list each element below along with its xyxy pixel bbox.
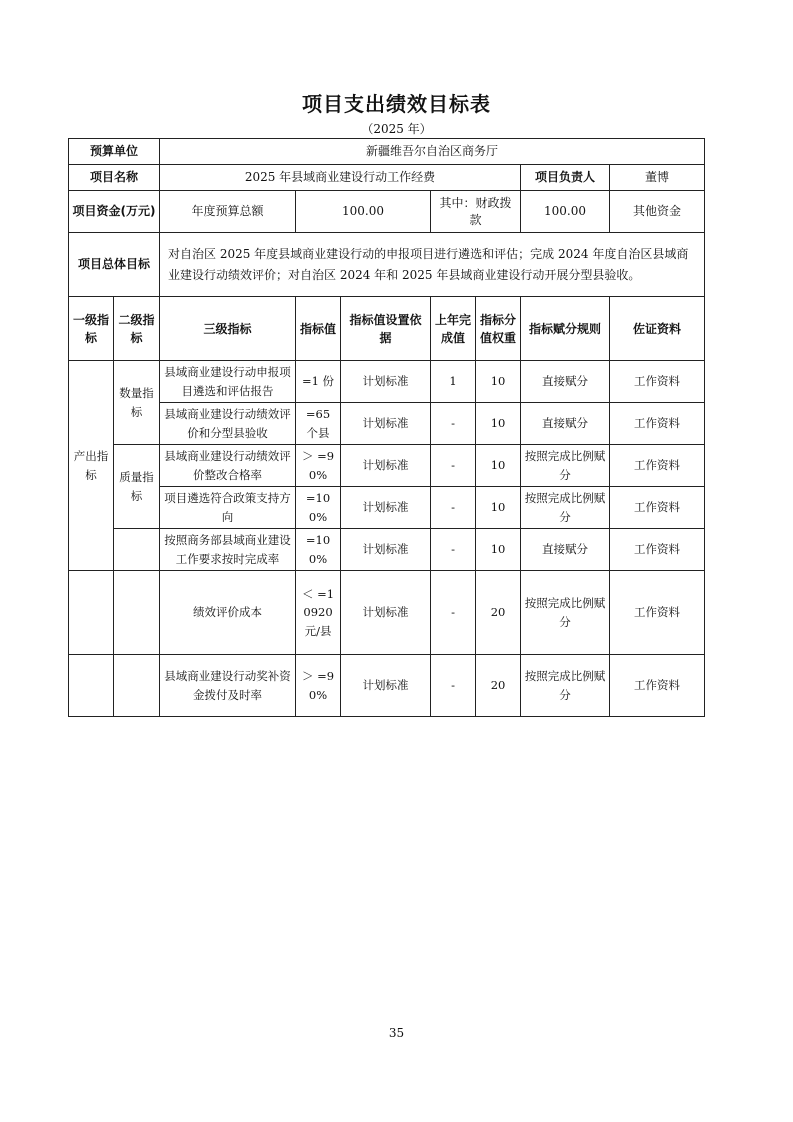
indicator-basis: 计划标准	[341, 529, 431, 571]
indicator-name: 县域商业建设行动绩效评价整改合格率	[160, 445, 296, 487]
group-output: 产出指标	[69, 361, 114, 571]
table-row	[69, 655, 705, 717]
goal-label: 项目总体目标	[69, 233, 160, 297]
indicator-basis: 计划标准	[341, 655, 431, 717]
table-row	[69, 403, 705, 445]
indicator-rule: 按照完成比例赋分	[521, 571, 610, 655]
indicator-last: -	[431, 529, 476, 571]
header-weight: 指标分值权重	[476, 297, 521, 361]
group-quantity: 数量指标	[114, 361, 160, 445]
goal-text: 对自治区 2025 年度县域商业建设行动的申报项目进行遴选和评估；完成 2024 年度自治区县域商业建设行动绩效评价；对自治区 2024 年和 2025 年县域商业建设行动开展分型县验收。	[160, 233, 705, 297]
header-evidence: 佐证资料	[610, 297, 705, 361]
fiscal-value: 100.00	[521, 191, 610, 233]
indicator-value: =65 个县	[296, 403, 341, 445]
indicator-basis: 计划标准	[341, 571, 431, 655]
table-row	[69, 361, 705, 403]
project-value: 2025 年县域商业建设行动工作经费	[160, 165, 521, 191]
indicator-name: 按照商务部县域商业建设工作要求按时完成率	[160, 529, 296, 571]
indicator-evidence: 工作资料	[610, 571, 705, 655]
project-row	[69, 165, 705, 191]
other-funds-label: 其他资金	[633, 203, 682, 218]
page-title: 项目支出绩效目标表	[302, 92, 491, 116]
indicator-value: =1 份	[296, 361, 341, 403]
header-rule: 指标赋分规则	[521, 297, 610, 361]
year-subtitle: （2025 年）	[361, 122, 432, 136]
indicator-evidence: 工作资料	[610, 487, 705, 529]
header-level3: 三级指标	[160, 297, 296, 361]
table-row	[69, 445, 705, 487]
header-value: 指标值	[296, 297, 341, 361]
unit-row	[69, 139, 705, 165]
funds-label: 项目资金(万元)	[69, 191, 160, 233]
indicator-name: 县域商业建设行动奖补资金拨付及时率	[160, 655, 296, 717]
indicator-header-row	[69, 297, 705, 361]
empty-cell	[114, 655, 160, 717]
indicator-weight: 20	[476, 655, 521, 717]
indicator-last: -	[431, 403, 476, 445]
indicator-last: 1	[431, 361, 476, 403]
indicator-rule: 按照完成比例赋分	[521, 655, 610, 717]
indicator-last: -	[431, 655, 476, 717]
goal-row	[69, 233, 705, 297]
indicator-evidence: 工作资料	[610, 403, 705, 445]
indicator-last: -	[431, 445, 476, 487]
project-label: 项目名称	[69, 165, 160, 191]
header-level2: 二级指标	[114, 297, 160, 361]
indicator-value: =100%	[296, 487, 341, 529]
manager-value: 董博	[610, 165, 705, 191]
indicator-evidence: 工作资料	[610, 445, 705, 487]
group-quality: 质量指标	[114, 445, 160, 529]
indicator-weight: 20	[476, 571, 521, 655]
indicator-name: 县域商业建设行动绩效评价和分型县验收	[160, 403, 296, 445]
indicator-rule: 按照完成比例赋分	[521, 445, 610, 487]
empty-cell	[114, 571, 160, 655]
funds-row	[69, 191, 705, 233]
table-row	[69, 529, 705, 571]
fiscal-label: 其中：财政拨款	[431, 191, 521, 233]
indicator-value: ＞ =90%	[296, 655, 341, 717]
indicator-name: 绩效评价成本	[160, 571, 296, 655]
manager-label: 项目负责人	[521, 165, 610, 191]
indicator-rule: 直接赋分	[521, 403, 610, 445]
performance-target-table	[68, 138, 705, 717]
indicator-basis: 计划标准	[341, 403, 431, 445]
indicator-name: 项目遴选符合政策支持方向	[160, 487, 296, 529]
indicator-evidence: 工作资料	[610, 529, 705, 571]
indicator-value: ＞ =90%	[296, 445, 341, 487]
indicator-weight: 10	[476, 529, 521, 571]
table-row	[69, 487, 705, 529]
indicator-value: ＜ =10920 元/县	[296, 571, 341, 655]
unit-value: 新疆维吾尔自治区商务厅	[160, 139, 705, 165]
header-basis: 指标值设置依据	[341, 297, 431, 361]
indicator-rule: 按照完成比例赋分	[521, 487, 610, 529]
indicator-evidence: 工作资料	[610, 655, 705, 717]
indicator-weight: 10	[476, 445, 521, 487]
indicator-evidence: 工作资料	[610, 361, 705, 403]
indicator-weight: 10	[476, 361, 521, 403]
empty-cell	[69, 655, 114, 717]
total-budget-value: 100.00	[296, 191, 431, 233]
header-level1: 一级指标	[69, 297, 114, 361]
indicator-weight: 10	[476, 403, 521, 445]
indicator-name: 县域商业建设行动申报项目遴选和评估报告	[160, 361, 296, 403]
indicator-rule: 直接赋分	[521, 529, 610, 571]
unit-label: 预算单位	[69, 139, 160, 165]
total-budget-label: 年度预算总额	[160, 191, 296, 233]
header-last-year: 上年完成值	[431, 297, 476, 361]
indicator-basis: 计划标准	[341, 361, 431, 403]
indicator-basis: 计划标准	[341, 445, 431, 487]
empty-cell	[114, 529, 160, 571]
indicator-last: -	[431, 487, 476, 529]
indicator-rule: 直接赋分	[521, 361, 610, 403]
other-funds-cell	[610, 191, 705, 233]
empty-cell	[69, 571, 114, 655]
table-row	[69, 571, 705, 655]
page-number: 35	[388, 1026, 405, 1040]
indicator-basis: 计划标准	[341, 487, 431, 529]
indicator-value: =100%	[296, 529, 341, 571]
indicator-last: -	[431, 571, 476, 655]
indicator-weight: 10	[476, 487, 521, 529]
